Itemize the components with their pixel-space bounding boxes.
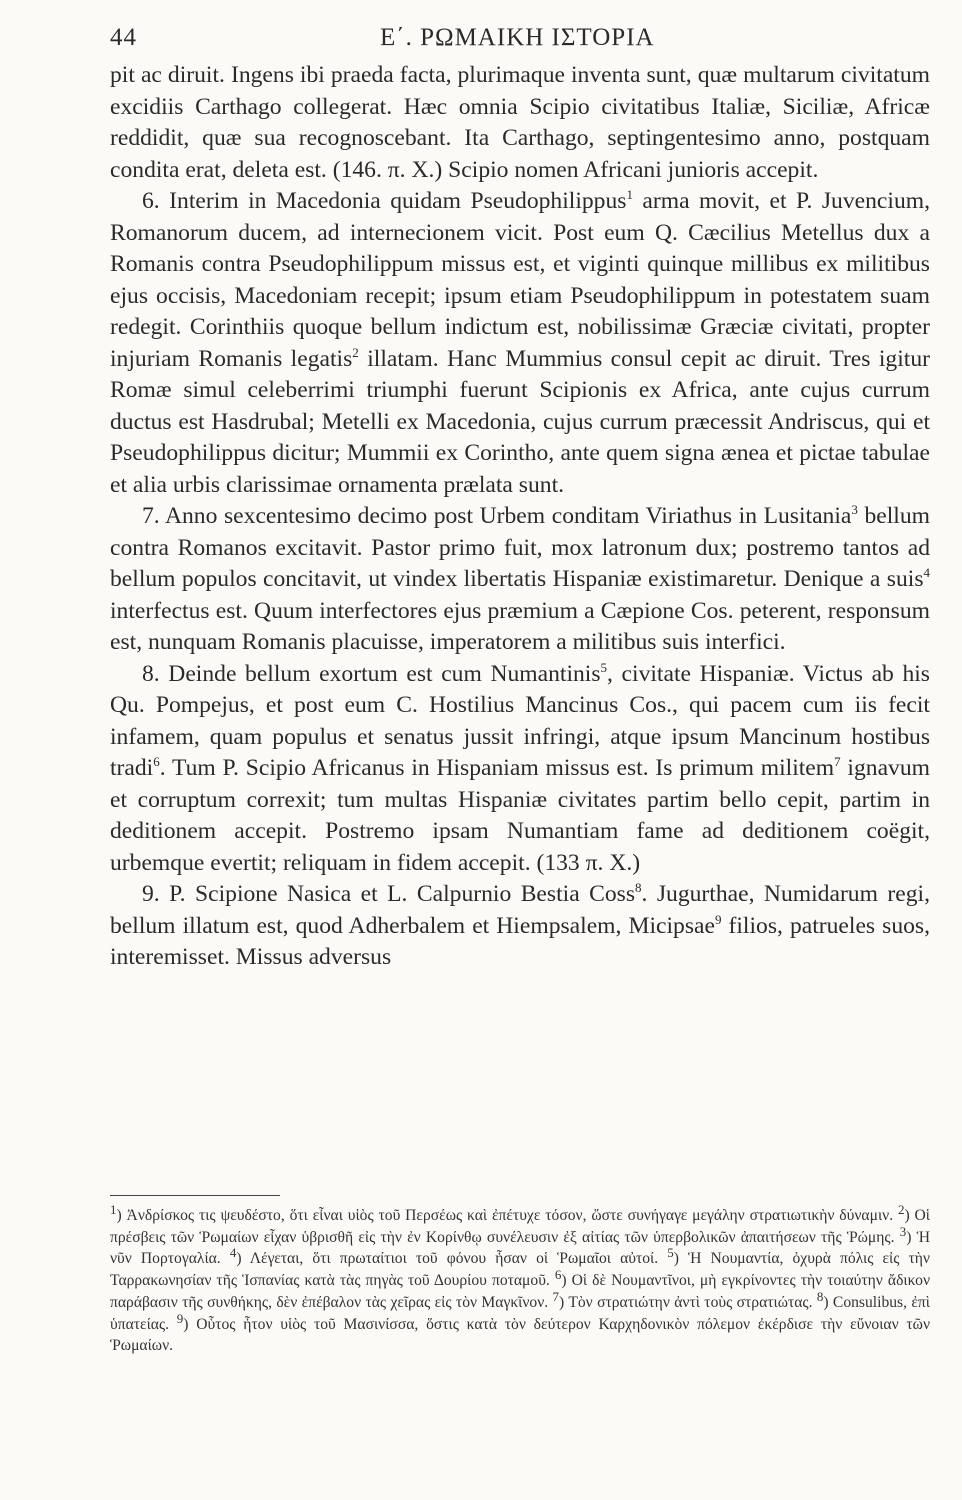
footnote-block (110, 1201, 930, 1357)
paragraph-text: bellum contra Romanos excitavit. Pastor primo fuit, mox latronum dux; postremo tantos ad bellum populos concitavit, ut vindex libertatis Hispaniæ existimaretur. Denique a suis (110, 503, 930, 592)
footnote-number: 1 (110, 1201, 117, 1217)
paragraph (110, 879, 930, 974)
footnote-marker: 1 (626, 187, 633, 203)
paragraph-text: 8. Deinde bellum exortum est cum Numantinis (142, 660, 601, 687)
footnote-marker: 2 (352, 344, 359, 360)
footnote-text: ) Οἱ πρέσβεις τῶν Ῥωμαίων εἶχαν ὑβρισθῆ εἰς τὴν ἐν Κορίνθῳ συνέλευσιν ἐξ αἰτίας τῶν ὑπερβολικῶν ἀπαιτήσεων τῆς Ῥώμης. (110, 1207, 930, 1246)
footnote-number: 6 (554, 1266, 562, 1282)
running-head: Ε΄. ΡΩΜΑΙΚΗ ΙΣΤΟΡΙΑ (380, 24, 655, 51)
footnote-marker: 4 (923, 565, 930, 581)
footnote-text: ) Οἱ δὲ Νουμαντῖνοι, μὴ εγκρίνοντες τὴν τοιαύτην ἄδικον παράβασιν τῆς συνθήκης, δὲν ἐπέβαλον τὰς χεῖρας εἰς τὸν Μαγκῖνον. (110, 1272, 930, 1311)
footnote-marker: 5 (600, 659, 608, 675)
paragraph-text: arma movit, et P. Juvencium, Romanorum ducem, ad internecionem vicit. Post eum Q. Cæcilius Metellus dux a Romanis contra Pseudophilippum missus est, et viginti quinque millibus ex militibus ejus occisis, Macedoniam recepit; ipsum etiam Pseudophilippum in potestatem suam redegit. Corinthiis quoque bellum indictum est, nobilissimæ Græciæ civitati, propter injuriam Romanis legatis (110, 188, 930, 372)
footnote-number: 7 (552, 1288, 560, 1304)
footnote-marker: 9 (714, 911, 722, 927)
footnote-number: 9 (176, 1310, 184, 1326)
paragraph-text: 7. Anno sexcentesimo decimo post Urbem conditam Viriathus in Lusitania (142, 503, 852, 529)
footnote-text: ) Λέγεται, ὅτι πρωταίτιοι τοῦ φόνου ἦσαν οἱ Ῥωμαῖοι αὐτοί. (236, 1250, 668, 1268)
footnote-marker: 6 (153, 754, 160, 770)
main-text (110, 60, 930, 974)
paragraph-text: 9. P. Scipione Nasica et L. Calpurnio Bestia Coss (142, 881, 636, 907)
footnote-text: ) Οὗτος ἦτον υἱὸς τοῦ Μασινίσσα, ὅστις κατὰ τὸν δεύτερον Καρχηδονικὸν πόλεμον ἐκέρδισε τὴν εὔνοιαν τῶν Ῥωμαίων. (110, 1315, 930, 1355)
footnotes (110, 1201, 930, 1357)
footnote-text: ) Consulibus, ἐπὶ ὑπατείας. (110, 1293, 930, 1333)
paragraph-text: illatam. Hanc Mummius consul cepit ac diruit. Tres igitur Romæ simul celeberrimi triumphi fuerunt Scipionis ex Africa, ante cujus currum ductus est Hasdrubal; Metelli ex Macedonia, cujus currum præcessit Andriscus, qui et Pseudophilippus dicitur; Mummii ex Corintho, ante quem signa ænea et pictae tabulae et alia urbis clarissimae ornamenta prælata sunt. (110, 345, 930, 498)
paragraph-text: interfectus est. Quum interfectores ejus præmium a Cæpione Cos. peterent, responsum est, nunquam Romanis placuisse, imperatorem a militibus suis interfici. (110, 597, 930, 655)
paragraph (110, 60, 930, 186)
footnote-text: ) Τὸν στρατιώτην ἀντὶ τοὺς στρατιώτας. (559, 1293, 817, 1311)
paragraph-text: . Jugurthae, Numidarum regi, bellum illatum est, quod Adherbalem et Hiempsalem, Micipsae (110, 881, 930, 939)
footnote-text: ) Ἡ νῦν Πορτογαλία. (110, 1228, 930, 1268)
paragraph-text: 6. Interim in Macedonia quidam Pseudophilippus (142, 188, 627, 214)
paragraph-text: . Tum P. Scipio Africanus in Hispaniam missus est. Is primum militem (159, 755, 835, 781)
page-number: 44 (110, 24, 137, 51)
footnote-number: 4 (229, 1245, 237, 1261)
paragraph (110, 501, 930, 659)
footnote-number: 8 (816, 1288, 824, 1304)
paragraph-text: ignavum et corruptum correxit; tum multas Hispaniæ civitates partim bello cepit, partim in deditionem accepit. Postremo ipsam Numantiam fame ad deditionem coëgit, urbemque evertit; reliquam in fidem accepit. (133 π. X.) (110, 755, 930, 876)
paragraph (110, 186, 930, 501)
footnote-number: 5 (667, 1245, 674, 1261)
footnote-marker: 3 (851, 502, 858, 518)
paragraph-text: filios, patrueles suos, interemisset. Missus adversus (110, 912, 931, 970)
footnote-text: ) Ἡ Νουμαντία, ὀχυρὰ πόλις εἰς τὴν Ταρρακωνησίαν τῆς Ἱσπανίας κατὰ τὰς πηγὰς τοῦ Δουρίου ποταμοῦ. (110, 1250, 930, 1290)
footnote-rule (110, 1195, 280, 1196)
paragraph-text: , civitate Hispaniæ. Victus ab his Qu. Pompejus, et post eum C. Hostilius Mancinus Cos., qui pacem cum iis fecit infamem, quam populus et senatus jussit infringi, atque ipsum Mancinum hostibus tradi (110, 660, 930, 781)
paragraph (110, 659, 930, 880)
page-header (110, 18, 910, 58)
footnote-number: 3 (899, 1223, 907, 1239)
footnote-marker: 7 (834, 754, 841, 770)
footnote-text: ) Ἀνδρίσκος τις ψευδέστο, ὅτι εἶναι υἱὸς τοῦ Περσέως καὶ ἐπέτυχε τόσον, ὥστε συνήγαγε μεγάλην στρατιωτικὴν δύναμιν. (116, 1207, 898, 1224)
footnote-marker: 8 (635, 880, 642, 896)
footnote-number: 2 (897, 1201, 905, 1217)
paragraph-text: pit ac diruit. Ingens ibi praeda facta, plurimaque inventa sunt, quæ multarum civitatum excidiis Carthago collegerat. Hæc omnia Scipio civitatibus Italiæ, Siciliæ, Africæ reddidit, quæ sua recognoscebant. Ita Carthago, septingentesimo anno, postquam condita erat, deleta est. (146. π. X.) Scipio nomen Africani junioris accepit. (110, 62, 930, 183)
